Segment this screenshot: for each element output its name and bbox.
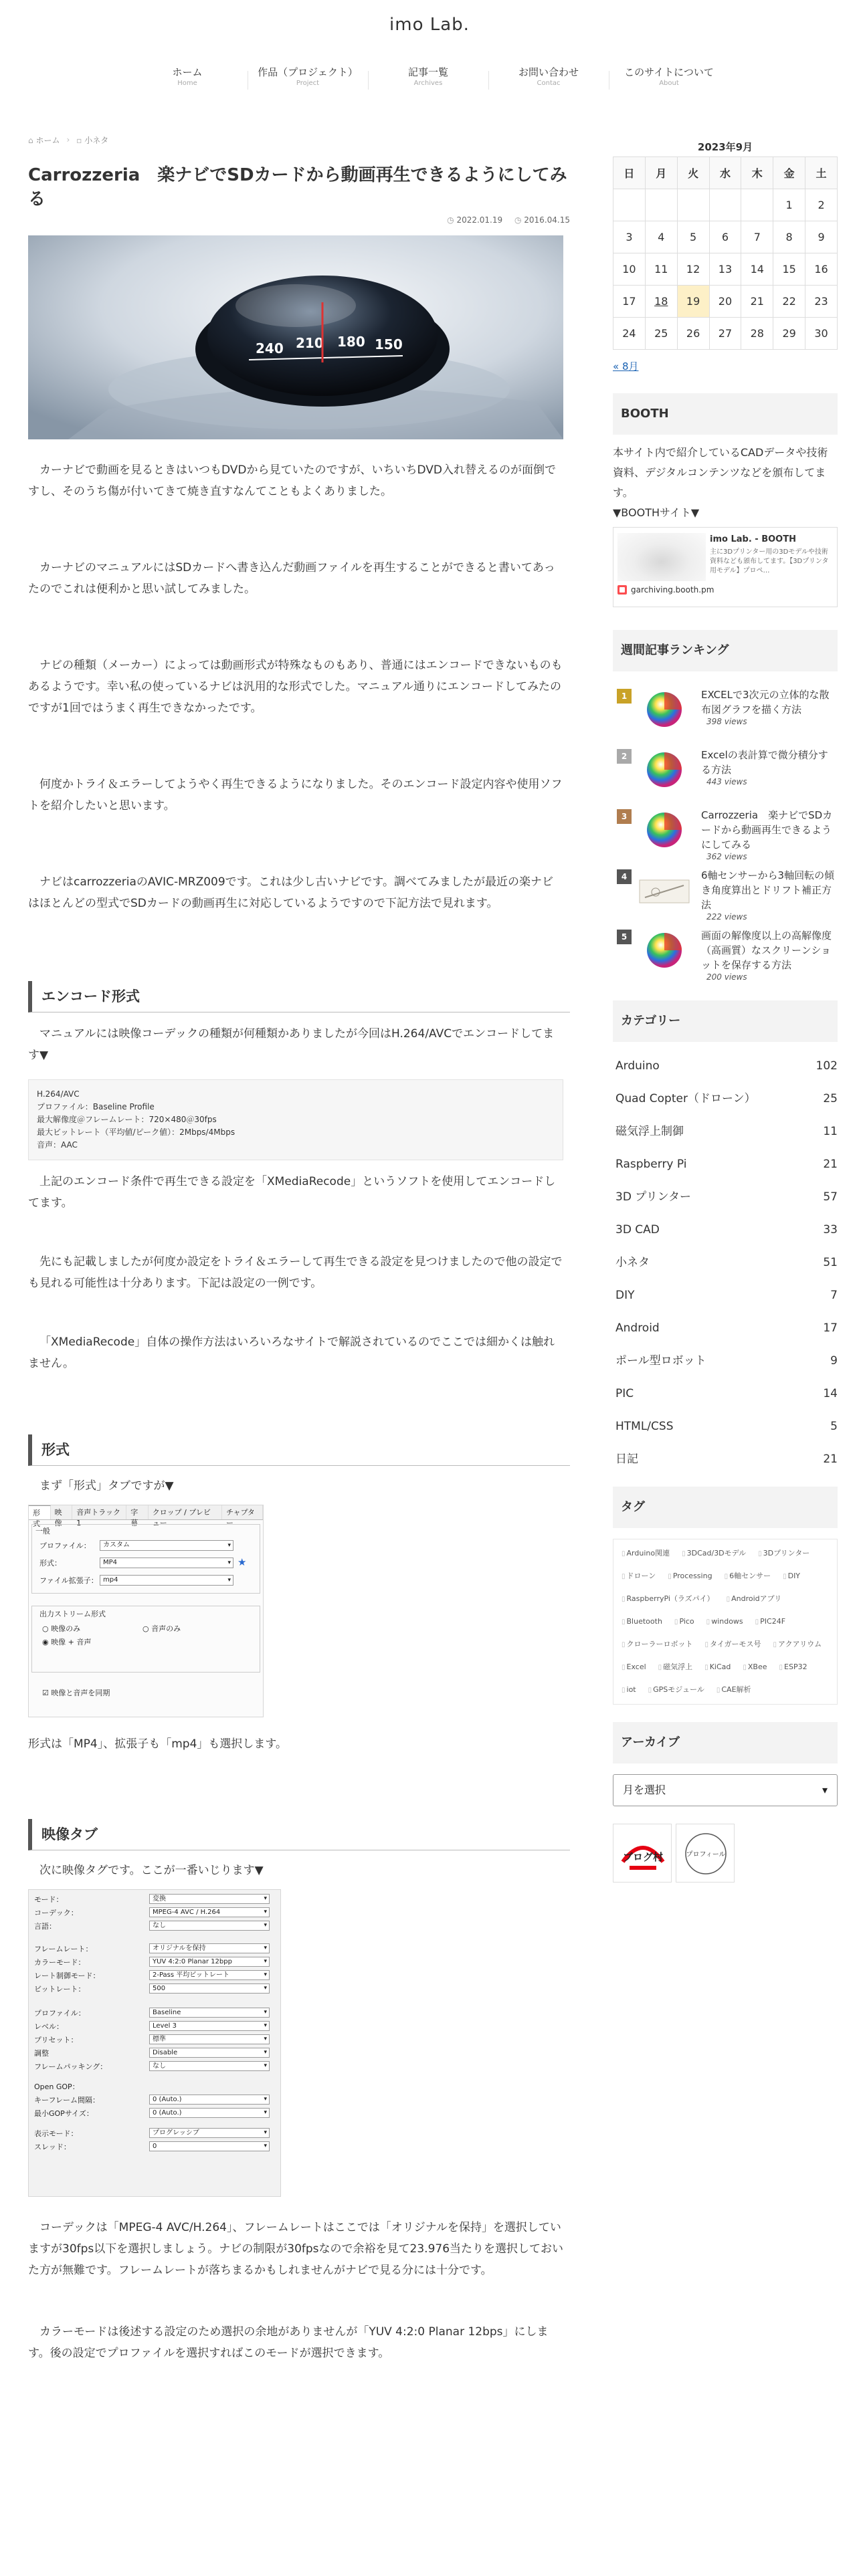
nav-item-project[interactable] <box>248 66 368 95</box>
calendar-weekday: 火 <box>677 157 709 189</box>
category-list <box>613 1050 838 1476</box>
calendar-day: 30 <box>805 318 838 350</box>
color-sphere-thumbnail <box>636 928 693 972</box>
paragraph: 次に映像タグです。ここが一番いじります▼ <box>39 1864 264 1877</box>
ranking-item[interactable] <box>613 685 838 745</box>
category-name: 磁気浮上制御 <box>615 1125 684 1138</box>
section-heading-format: 形式 <box>28 1434 570 1466</box>
tag-link[interactable]: ▯ Bluetooth <box>616 1610 669 1633</box>
checkbox-label: 映像と音声を同期 <box>51 1689 110 1697</box>
color-sphere-thumbnail <box>636 808 693 852</box>
video-setting-field: YUV 4:2:0 Planar 12bpp ▾ <box>149 1957 270 1967</box>
nav-label: 記事一覧 <box>407 66 448 78</box>
video-setting-label: フレームパッキング： <box>34 2062 108 2071</box>
video-setting-field: 変換 ▾ <box>149 1894 270 1904</box>
archive-widget-title: アーカイブ <box>613 1722 838 1763</box>
published-date: ◷ 2016.04.15 <box>514 215 570 225</box>
code-block <box>28 1079 563 1160</box>
calendar-day: 5 <box>677 221 709 253</box>
breadcrumb <box>28 131 570 148</box>
sync-checkbox: ☑ 映像と音声を同期 <box>42 1689 110 1697</box>
video-tab-screenshot <box>28 1889 281 2197</box>
video-setting-field: Baseline ▾ <box>149 2008 270 2018</box>
calendar-weekday: 金 <box>773 157 805 189</box>
calendar-day: 8 <box>773 221 805 253</box>
sensor-diagram-thumbnail <box>636 868 693 912</box>
nav-item-archives[interactable] <box>368 66 488 95</box>
radio-label: 映像 + 音声 <box>51 1638 92 1646</box>
svg-text:210: 210 <box>296 335 324 351</box>
calendar-day: 24 <box>613 318 646 350</box>
video-setting-field: Level 3 ▾ <box>149 2021 270 2031</box>
tag-link[interactable]: ▯ RaspberryPi（ラズパイ） <box>616 1588 721 1610</box>
blogmura-text: ブログ村 <box>622 1851 664 1863</box>
rank-badge: 3 <box>617 809 632 824</box>
nav-label: このサイトについて <box>624 66 714 78</box>
category-item[interactable] <box>613 1214 838 1247</box>
ranking-item[interactable] <box>613 745 838 805</box>
category-item[interactable] <box>613 1345 838 1378</box>
video-setting-label: プリセット： <box>34 2036 78 2044</box>
calendar-day: 14 <box>741 253 773 286</box>
updated-date: ◷ 2022.01.19 <box>447 215 502 225</box>
archive-select[interactable]: 月を選択 ▾ <box>613 1774 838 1806</box>
article-title: Carrozzeria 楽ナビでSDカードから動画再生できるようにしてみる <box>28 165 567 209</box>
paragraph: 上記のエンコード条件で再生できる設定を「XMediaRecode」というソフトを使用してエンコードしてます。 <box>28 1175 556 1210</box>
format-select: MP4 ▾ <box>100 1558 233 1568</box>
booth-widget-title: BOOTH <box>613 393 838 435</box>
calendar-day: 9 <box>805 221 838 253</box>
nav-label: ホーム <box>172 66 203 78</box>
category-name: 3D プリンター <box>615 1190 691 1204</box>
video-setting-label: レート制御モード： <box>34 1971 100 1980</box>
category-count: 5 <box>830 1420 838 1433</box>
calendar-day: 2 <box>805 189 838 221</box>
tag-link[interactable]: ▯ Processing <box>662 1565 719 1588</box>
category-name: Quad Copter（ドローン） <box>615 1092 756 1105</box>
video-setting-label: 表示モード： <box>34 2129 78 2138</box>
category-item[interactable] <box>613 1115 838 1148</box>
ranking-title[interactable]: 画面の解像度以上の高解像度（高画質）なスクリーンショットを保存する方法 <box>701 930 832 971</box>
category-count: 33 <box>823 1223 838 1237</box>
calendar-day: 25 <box>645 318 677 350</box>
calendar-day: 22 <box>773 286 805 318</box>
nav-item-about[interactable] <box>609 66 729 95</box>
global-nav <box>127 66 729 95</box>
tag-link[interactable]: ▯ DIY <box>777 1565 807 1588</box>
calendar-day <box>741 189 773 221</box>
category-item[interactable] <box>613 1148 838 1181</box>
tag-link[interactable]: ▯ iot <box>616 1679 643 1701</box>
calendar-weekday: 月 <box>645 157 677 189</box>
nav-sub: Project <box>296 80 320 87</box>
code-line: 最大解像度＠フレームレート：720×480＠30fps <box>37 1115 217 1124</box>
blogmura-banner[interactable] <box>613 1824 672 1883</box>
booth-card-domain <box>617 585 714 595</box>
paragraph: 何度かトライ＆エラーしてようやく再生できるようになりました。そのエンコード設定内容や使用ソフトを紹介したいと思います。 <box>28 778 563 813</box>
calendar-day: 3 <box>613 221 646 253</box>
calendar-weekday: 日 <box>613 157 646 189</box>
category-count: 21 <box>823 1453 838 1466</box>
site-header <box>0 0 859 134</box>
video-setting-field: Disable ▾ <box>149 2048 270 2058</box>
rank-badge: 1 <box>617 689 632 704</box>
booth-favicon-icon <box>617 585 627 595</box>
video-setting-label: キーフレーム間隔： <box>34 2096 100 2105</box>
category-name: Android <box>615 1321 660 1335</box>
calendar-weekday: 土 <box>805 157 838 189</box>
booth-text-link-label: ▼BOOTHサイト▼ <box>613 506 700 519</box>
code-line: プロファイル：Baseline Profile <box>37 1102 155 1111</box>
calendar-day: 20 <box>709 286 741 318</box>
calendar-day <box>645 189 677 221</box>
category-count: 25 <box>823 1092 838 1105</box>
category-count: 21 <box>823 1158 838 1171</box>
video-setting-label: フレームレート： <box>34 1945 93 1953</box>
paragraph: カーナビのマニュアルにはSDカードへ書き込んだ動画ファイルを再生することができると書いてあったのでこれは便利かと思い試してみました。 <box>28 561 555 596</box>
calendar-header-row <box>613 157 838 189</box>
tag-cloud <box>613 1539 838 1705</box>
category-name: HTML/CSS <box>615 1420 674 1433</box>
category-item[interactable] <box>613 1312 838 1345</box>
ranking-widget-title: 週間記事ランキング <box>613 630 838 671</box>
blogmura-logo-icon <box>613 1824 672 1883</box>
category-widget-title: カテゴリー <box>613 1000 838 1042</box>
calendar-day: 10 <box>613 253 646 286</box>
format-tab-screenshot <box>28 1505 264 1717</box>
nav-sub: About <box>659 80 679 87</box>
category-item[interactable] <box>613 1050 838 1083</box>
calendar-day <box>645 286 677 318</box>
ranking-views: 200 views <box>706 972 747 982</box>
ranking-list <box>613 685 838 986</box>
category-count: 17 <box>823 1321 838 1335</box>
section-heading-encode: エンコード形式 <box>28 981 570 1012</box>
video-setting-label: ビットレート： <box>34 1985 86 1994</box>
profile-label: プロファイル： <box>39 1541 91 1550</box>
tag-link[interactable]: ▯ ESP32 <box>774 1656 814 1679</box>
video-setting-field: なし ▾ <box>149 2061 270 2071</box>
category-item[interactable] <box>613 1279 838 1312</box>
video-setting-field: 0 (Auto.) ▾ <box>149 2108 270 2118</box>
tab-crop: クロップ / プレビュー <box>149 1505 222 1519</box>
calendar-caption: 2023年9月 <box>697 141 753 153</box>
article-dates <box>28 215 570 225</box>
paragraph: コーデックは「MPEG-4 AVC/H.264」、フレームレートはここでは「オリジナルを保持」を選択していますが30fps以下を選択しましょう。ナビの制限が30fpsなので余裕を見て23.976当たりを選択しておいた方が無難です。フレームレートが落ちまるかもしれませんがナビで見る分には十分です。 <box>28 2221 564 2277</box>
breadcrumb-home[interactable]: ⌂ ホーム <box>28 134 60 146</box>
booth-domain-text: garchiving.booth.pm <box>631 585 714 595</box>
video-setting-label: プロファイル： <box>34 2009 86 2018</box>
calendar-day: 4 <box>645 221 677 253</box>
video-setting-field: プログレッシブ ▾ <box>149 2128 270 2138</box>
site-title[interactable]: imo Lab. <box>389 15 470 35</box>
video-setting-label: モード： <box>34 1895 64 1904</box>
ranking-item[interactable] <box>613 926 838 986</box>
category-count: 14 <box>823 1387 838 1400</box>
code-line: H.264/AVC <box>37 1089 80 1099</box>
tag-widget-title: タグ <box>613 1487 838 1528</box>
calendar-day: 23 <box>805 286 838 318</box>
calendar-day: 16 <box>805 253 838 286</box>
svg-text:240: 240 <box>256 340 284 356</box>
nav-sub: Archives <box>413 80 443 87</box>
video-setting-field: 2-Pass 平均ビットレート ▾ <box>149 1970 270 1980</box>
paragraph: マニュアルには映像コーデックの種類が何種類かありましたが今回はH.264/AVCでエンコードしてます▼ <box>28 1027 555 1062</box>
calendar-week <box>613 221 838 253</box>
ranking-views: 362 views <box>706 852 747 861</box>
ranking-title[interactable]: Excelの表計算で微分積分する方法 <box>701 749 828 776</box>
tab-video: 映像 <box>51 1505 73 1519</box>
calendar-prev-link[interactable]: « 8月 <box>613 360 639 372</box>
category-name: 日記 <box>615 1453 638 1466</box>
star-icon: ★ <box>237 1556 247 1568</box>
ranking-views: 222 views <box>706 912 747 922</box>
calendar-day <box>709 189 741 221</box>
booth-card-desc: 主に3Dプリンター用の3Dモデルや技術資料なども頒布してます。【3Dプリンタ用モデル】プロペ… <box>710 548 829 574</box>
radio-audio-only: ○ 音声のみ <box>142 1624 181 1633</box>
paragraph: ナビはcarrozzeriaのAVIC-MRZ009です。これは少し古いナビです。調べてみましたが最近の楽ナビはほとんどの型式でSDカードの動画再生に対応しているようですので下記方法で見れます。 <box>28 875 553 910</box>
general-group-label: 一般 <box>35 1527 50 1535</box>
calendar-day: 12 <box>677 253 709 286</box>
tag-link[interactable]: ▯ KiCad <box>699 1656 737 1679</box>
video-setting-field: 500 ▾ <box>149 1983 270 1994</box>
profile-select: カスタム ▾ <box>100 1540 233 1551</box>
tag-link[interactable]: ▯ Pico <box>669 1610 701 1633</box>
calendar-day: 28 <box>741 318 773 350</box>
ranking-title[interactable]: 6軸センサーから3軸回転の傾き角度算出とドリフト補正方法 <box>701 869 835 911</box>
category-name: Arduino <box>615 1059 660 1073</box>
tag-link[interactable]: ▯ Androidアプリ <box>721 1588 789 1610</box>
sidebar <box>613 131 838 1883</box>
breadcrumb-category[interactable]: ▫ 小ネタ <box>76 134 108 146</box>
tag-link[interactable]: ▯ 3DCad/3Dモデル <box>676 1542 753 1565</box>
svg-text:180: 180 <box>337 334 365 350</box>
category-name: PIC <box>615 1387 634 1400</box>
rank-badge: 5 <box>617 930 632 944</box>
calendar-day: 17 <box>613 286 646 318</box>
nav-sub: Home <box>177 80 197 87</box>
calendar-day: 27 <box>709 318 741 350</box>
svg-text:150: 150 <box>375 336 403 352</box>
calendar-day: 26 <box>677 318 709 350</box>
tag-link[interactable]: ▯ windows <box>701 1610 750 1633</box>
booth-text: 本サイト内で紹介しているCADデータや技術資料、デジタルコンテンツなどを頒布してます。 <box>613 446 828 499</box>
tab-audio: 音声トラック 1 <box>72 1505 126 1519</box>
section-heading-video: 映像タブ <box>28 1819 570 1850</box>
video-setting-label: コーデック： <box>34 1909 78 1917</box>
breadcrumb-separator: › <box>66 135 70 144</box>
paragraph: カーナビで動画を見るときはいつもDVDから見ていたのですが、いちいちDVD入れ替えるのが面倒ですし、そのうち傷が付いてきて焼き直すなんてこともよくありました。 <box>28 463 557 498</box>
category-count: 7 <box>830 1289 838 1302</box>
video-setting-label: 言語： <box>34 1922 56 1931</box>
category-item[interactable] <box>613 1247 838 1279</box>
category-count: 11 <box>823 1125 838 1138</box>
video-setting-field: オリジナルを保持 ▾ <box>149 1943 270 1953</box>
video-setting-label: カラーモード： <box>34 1958 86 1967</box>
calendar-day: 7 <box>741 221 773 253</box>
format-caption: 形式は「MP4」、拡張子も「mp4」も選択します。 <box>28 1737 288 1751</box>
category-name: 小ネタ <box>615 1256 650 1269</box>
video-setting-field: 0 ▾ <box>149 2141 270 2151</box>
calendar-day: 11 <box>645 253 677 286</box>
video-setting-label: 最小GOPサイズ： <box>34 2109 94 2118</box>
tab-subtitle: 字幕 <box>126 1505 149 1519</box>
calendar-day: 6 <box>709 221 741 253</box>
tab-chapter: チャプター <box>222 1505 263 1519</box>
category-count: 51 <box>823 1256 838 1269</box>
video-setting-field: なし ▾ <box>149 1921 270 1931</box>
rank-badge: 2 <box>617 749 632 764</box>
compass-image <box>28 235 563 439</box>
nav-label: お問い合わせ <box>518 66 579 78</box>
paragraph: まず「形式」タブですが▼ <box>39 1479 174 1493</box>
category-name: DIY <box>615 1289 635 1302</box>
booth-link-card[interactable] <box>613 527 838 607</box>
ranking-views: 443 views <box>706 777 747 786</box>
tag-link[interactable]: ▯ クローラーロボット <box>616 1633 700 1656</box>
video-setting-label: レベル： <box>34 2022 64 2031</box>
calendar-weekday: 水 <box>709 157 741 189</box>
calendar-day: 19 <box>677 286 709 318</box>
extension-label: ファイル拡張子： <box>39 1576 98 1585</box>
ranking-item[interactable] <box>613 805 838 865</box>
calendar-day <box>677 189 709 221</box>
tag-link[interactable]: ▯ 3Dプリンター <box>753 1542 816 1565</box>
extension-select: mp4 ▾ <box>100 1575 233 1586</box>
calendar-day: 15 <box>773 253 805 286</box>
rank-badge: 4 <box>617 869 632 884</box>
category-item[interactable] <box>613 1410 838 1443</box>
video-setting-label: 調整 <box>34 2049 49 2058</box>
calendar-day: 21 <box>741 286 773 318</box>
paragraph: 「XMediaRecode」自体の操作方法はいろいろなサイトで解説されているのでここでは細かくは触れません。 <box>28 1335 555 1370</box>
radio-video-only: ○ 映像のみ <box>42 1624 81 1633</box>
profile-banner[interactable] <box>676 1824 735 1883</box>
booth-card-name: imo Lab. - BOOTH <box>710 534 796 544</box>
category-item[interactable] <box>613 1443 838 1476</box>
tag-link[interactable]: ▯ Arduino関連 <box>616 1542 676 1565</box>
video-setting-label: スレッド： <box>34 2143 71 2151</box>
category-name: Raspberry Pi <box>615 1158 687 1171</box>
category-item[interactable] <box>613 1378 838 1410</box>
paragraph: 先にも記載しましたが何度か設定をトライ＆エラーして再生できる設定を見つけましたので他の設定でも見れる可能性は十分あります。下記は設定の一例です。 <box>28 1255 563 1290</box>
calendar-weekday: 木 <box>741 157 773 189</box>
nav-label: 作品（プロジェクト） <box>258 66 358 78</box>
calendar-day: 1 <box>773 189 805 221</box>
radio-label: 映像のみ <box>51 1624 81 1633</box>
radio-video-audio: ◉ 映像 + 音声 <box>42 1638 92 1646</box>
format-label: 形式： <box>39 1559 62 1568</box>
radio-label: 音声のみ <box>151 1624 181 1633</box>
paragraph: ナビの種類（メーカー）によっては動画形式が特殊なものもあり、普通にはエンコードできないものもあるようです。幸い私の使っているナビは汎用的な形式でした。マニュアル通りにエンコードしてみたのですが1回ではうまく再生できなかったです。 <box>28 659 563 715</box>
calendar-week <box>613 286 838 318</box>
calendar-day: 29 <box>773 318 805 350</box>
category-count: 57 <box>823 1190 838 1204</box>
ranking-item[interactable] <box>613 865 838 926</box>
tag-link[interactable]: ▯ ドローン <box>616 1565 662 1588</box>
category-name: 3D CAD <box>615 1223 660 1237</box>
tag-link[interactable]: ▯ 6軸センサー <box>719 1565 778 1588</box>
category-count: 9 <box>830 1354 838 1368</box>
code-line: 最大ビットレート（平均値/ピーク値）：2Mbps/4Mbps <box>37 1128 235 1137</box>
video-setting-field: 0 (Auto.) ▾ <box>149 2095 270 2105</box>
category-item[interactable] <box>613 1181 838 1214</box>
color-sphere-thumbnail <box>636 748 693 792</box>
profile-logo-icon <box>676 1824 735 1883</box>
code-line: 音声：AAC <box>37 1140 78 1150</box>
calendar-body <box>613 189 838 350</box>
format-tabs <box>29 1505 263 1528</box>
video-setting-field: MPEG-4 AVC / H.264 ▾ <box>149 1907 270 1917</box>
nav-item-home[interactable] <box>127 66 248 95</box>
color-sphere-thumbnail <box>636 687 693 732</box>
calendar-day: 13 <box>709 253 741 286</box>
category-count: 102 <box>816 1059 838 1073</box>
tag-link[interactable]: ▯ Excel <box>616 1656 653 1679</box>
tag-link[interactable]: ▯ XBee <box>737 1656 773 1679</box>
eyecatch-image <box>28 235 563 439</box>
calendar-week <box>613 253 838 286</box>
tag-link[interactable]: ▯ 磁気浮上 <box>653 1656 700 1679</box>
profile-text: プロフィール <box>686 1851 726 1858</box>
paragraph: カラーモードは後述する設定のため選択の余地がありませんが「YUV 4:2:0 Planar 12bps」にします。後の設定でプロファイルを選択すればこのモードが選択できます。 <box>28 2325 549 2360</box>
video-setting-label: Open GOP： <box>34 2082 80 2091</box>
calendar <box>613 156 838 350</box>
main-content <box>28 131 570 2364</box>
banners <box>613 1824 838 1883</box>
calendar-day-link[interactable]: 18 <box>654 295 668 308</box>
tag-link[interactable]: ▯ アクアリウム <box>767 1633 828 1656</box>
nav-item-contact[interactable] <box>488 66 609 95</box>
tag-link[interactable]: ▯ CAE解析 <box>711 1679 758 1701</box>
calendar-week <box>613 318 838 350</box>
calendar-week <box>613 189 838 221</box>
ranking-title[interactable]: EXCELで3次元の立体的な散布図グラフを描く方法 <box>701 689 830 716</box>
tag-link[interactable]: ▯ GPSモジュール <box>643 1679 711 1701</box>
calendar-day <box>613 189 646 221</box>
tab-format: 形式 <box>29 1505 51 1519</box>
tag-link[interactable]: ▯ PIC24F <box>750 1610 792 1633</box>
ranking-views: 398 views <box>706 717 747 726</box>
video-setting-field: 標準 ▾ <box>149 2034 270 2044</box>
booth-thumbnail <box>617 533 706 581</box>
stream-group-label: 出力ストリーム形式 <box>39 1610 106 1618</box>
ranking-title[interactable]: Carrozzeria 楽ナビでSDカードから動画再生できるようにしてみる <box>701 809 833 851</box>
category-item[interactable] <box>613 1083 838 1115</box>
tag-link[interactable]: ▯ タイガーモス号 <box>700 1633 768 1656</box>
nav-sub: Contac <box>537 80 561 87</box>
category-name: ポール型ロボット <box>615 1354 706 1368</box>
